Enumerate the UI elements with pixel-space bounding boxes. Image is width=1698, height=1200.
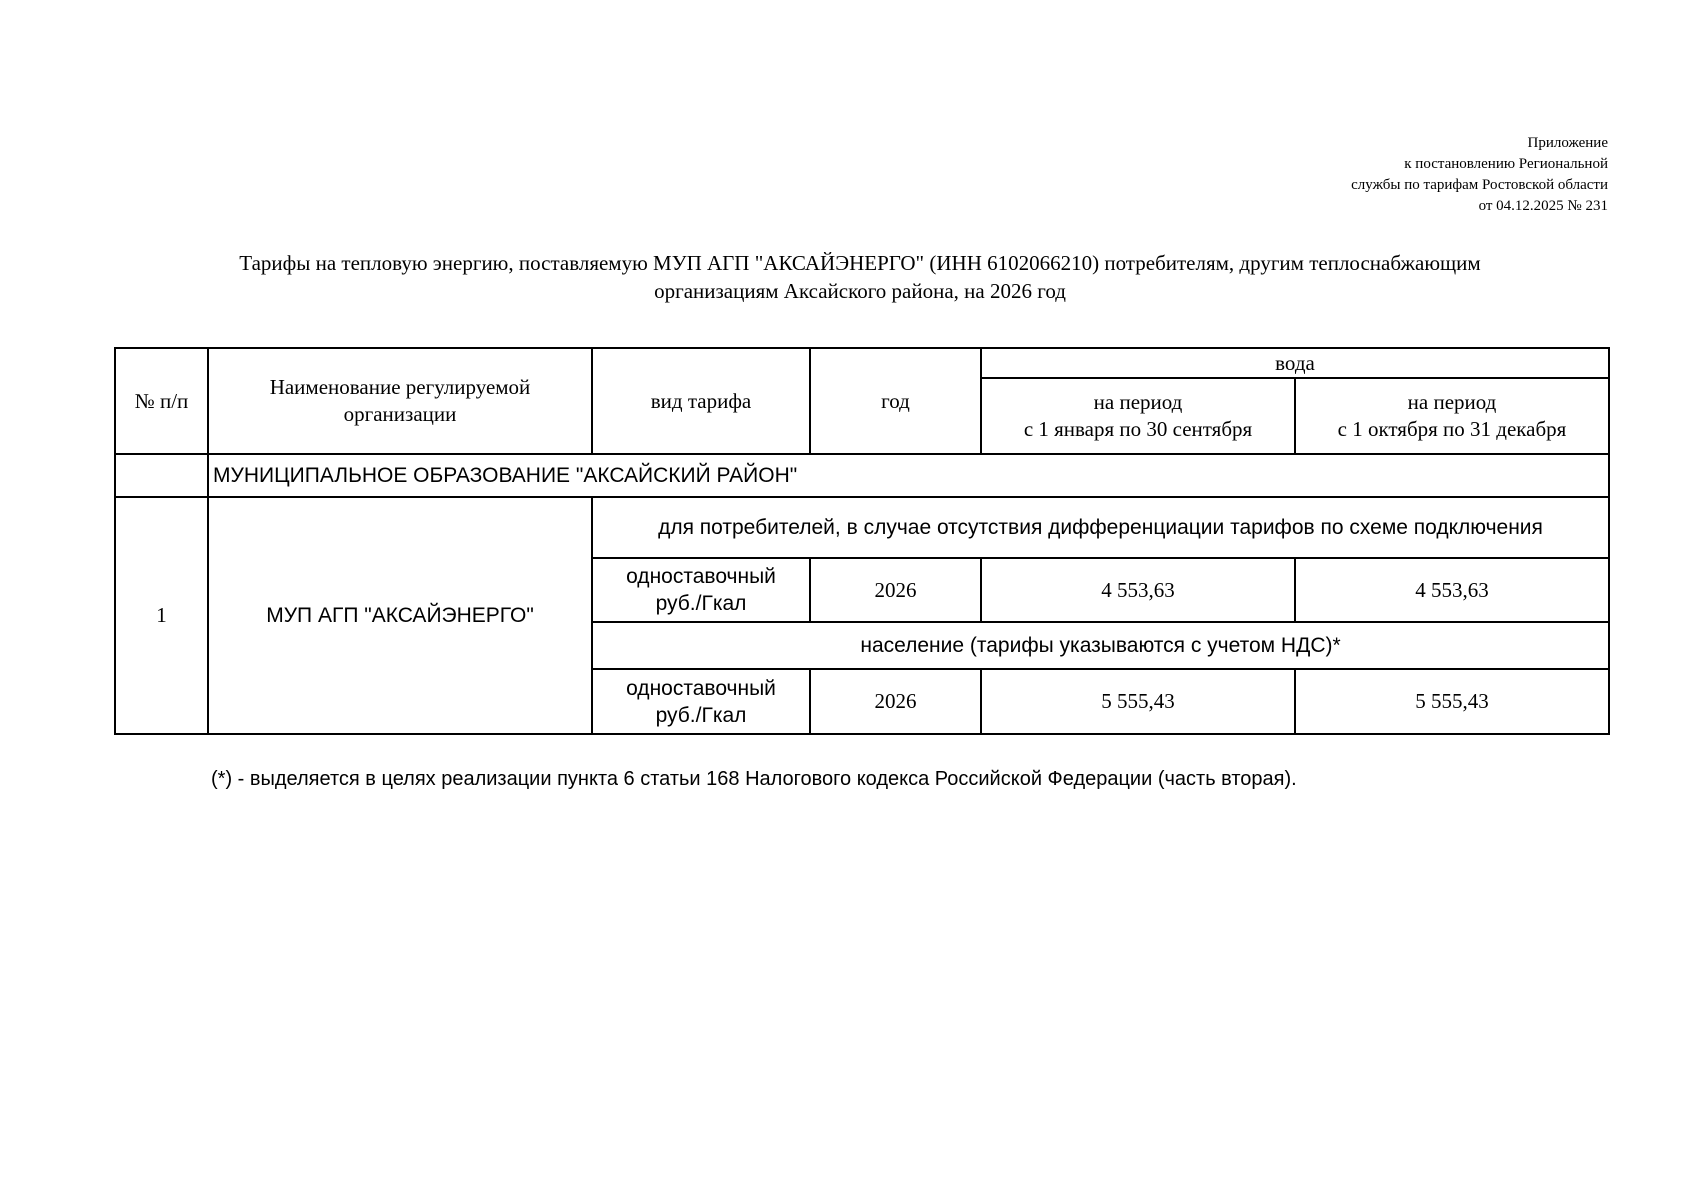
tariff-type-line: одноставочный [626, 676, 776, 700]
organization-cell: МУП АГП "АКСАЙЭНЕРГО" [208, 497, 592, 734]
title-line: Тарифы на тепловую энергию, поставляемую МУП АГП "АКСАЙЭНЕРГО" (ИНН 6102066210) потребителям, другим теплоснабжающим [239, 251, 1481, 275]
year-cell: 2026 [810, 669, 981, 734]
appendix-block [1351, 133, 1608, 217]
year-cell: 2026 [810, 558, 981, 622]
header-period-2 [1295, 378, 1609, 454]
tariffs-table [114, 347, 1610, 735]
footnote: (*) - выделяется в целях реализации пункта 6 статьи 168 Налогового кодекса Российской Федерации (часть вторая). [211, 768, 1297, 790]
tariff-type-cell [592, 669, 810, 734]
document-title [110, 249, 1610, 305]
header-tariff-type: вид тарифа [592, 348, 810, 454]
period-1-value-cell: 4 553,63 [981, 558, 1295, 622]
header-org-name-line: Наименование регулируемой [269, 375, 531, 399]
table-header-row [115, 348, 1609, 378]
tariff-type-cell [592, 558, 810, 622]
period-2-value-cell: 4 553,63 [1295, 558, 1609, 622]
title-line: организациям Аксайского района, на 2026 год [654, 279, 1066, 303]
header-org-name [208, 348, 592, 454]
header-period-line: на период [1093, 390, 1183, 414]
empty-cell [115, 454, 208, 497]
table-row [115, 454, 1609, 497]
header-period-line: с 1 января по 30 сентября [1023, 417, 1253, 441]
tariff-type-line: руб./Гкал [655, 703, 747, 727]
header-period-line: на период [1407, 390, 1497, 414]
header-period-line: с 1 октября по 31 декабря [1337, 417, 1567, 441]
row-number-cell: 1 [115, 497, 208, 734]
tariff-type-line: одноставочный [626, 565, 776, 588]
header-period-1 [981, 378, 1295, 454]
appendix-line: Приложение [1527, 135, 1608, 151]
municipality-cell: МУНИЦИПАЛЬНОЕ ОБРАЗОВАНИЕ "АКСАЙСКИЙ РАЙОН" [208, 454, 1609, 497]
appendix-line: службы по тарифам Ростовской области [1351, 177, 1608, 193]
population-section-cell: население (тарифы указываются с учетом НДС)* [592, 622, 1609, 669]
period-2-value-cell: 5 555,43 [1295, 669, 1609, 734]
header-org-name-line: организации [343, 402, 457, 426]
header-number: № п/п [115, 348, 208, 454]
appendix-line: от 04.12.2025 № 231 [1478, 198, 1608, 214]
header-water: вода [981, 348, 1609, 378]
period-1-value-cell: 5 555,43 [981, 669, 1295, 734]
tariff-type-line: руб./Гкал [655, 592, 747, 615]
table-row [115, 497, 1609, 558]
appendix-line: к постановлению Региональной [1404, 156, 1608, 172]
consumers-section-cell: для потребителей, в случае отсутствия дифференциации тарифов по схеме подключения [592, 497, 1609, 558]
header-year: год [810, 348, 981, 454]
